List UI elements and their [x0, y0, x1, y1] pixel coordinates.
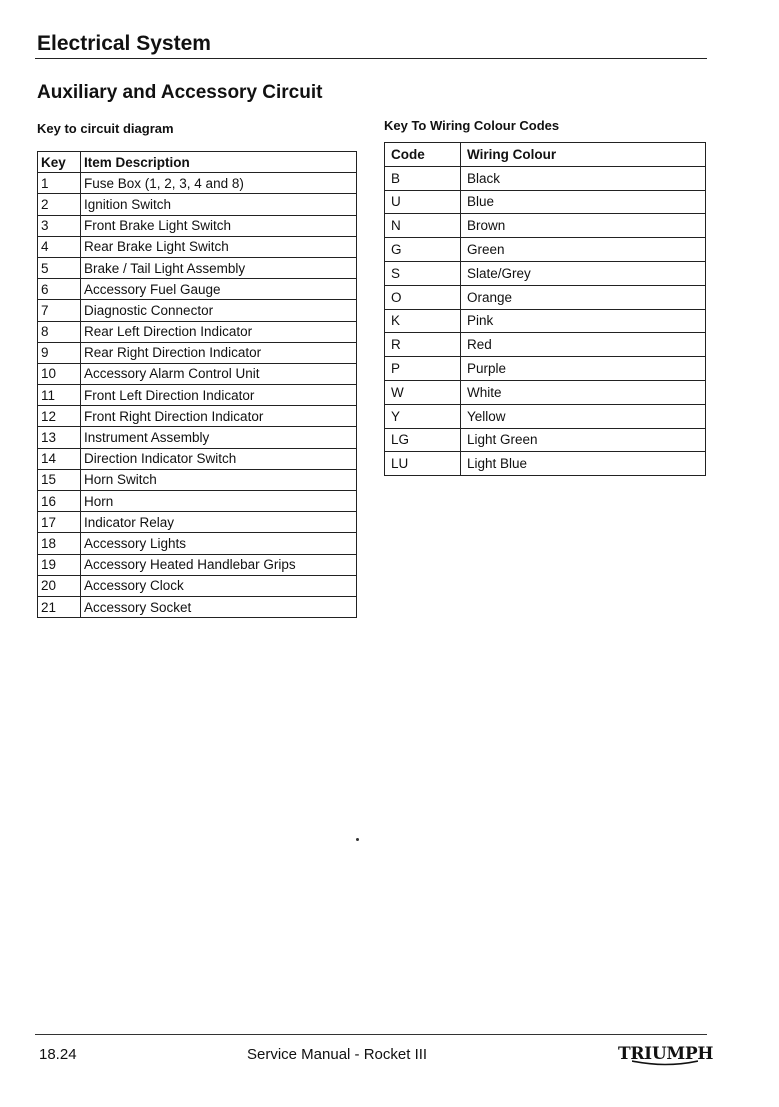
item-description-cell: Accessory Socket	[81, 596, 357, 617]
colour-table-heading: Key To Wiring Colour Codes	[384, 118, 560, 133]
key-cell: 14	[38, 448, 81, 469]
column-header-code: Code	[385, 143, 461, 167]
code-cell: N	[385, 214, 461, 238]
table-header-row	[385, 143, 706, 167]
item-description-cell: Direction Indicator Switch	[81, 448, 357, 469]
item-description-cell: Diagnostic Connector	[81, 300, 357, 321]
table-row	[38, 321, 357, 342]
table-row	[38, 448, 357, 469]
table-row	[385, 166, 706, 190]
code-cell: B	[385, 166, 461, 190]
table-row	[38, 173, 357, 194]
key-cell: 7	[38, 300, 81, 321]
key-cell: 16	[38, 491, 81, 512]
code-cell: R	[385, 333, 461, 357]
wiring-colour-cell: Blue	[461, 190, 706, 214]
item-description-cell: Rear Left Direction Indicator	[81, 321, 357, 342]
header-rule	[35, 58, 707, 59]
key-cell: 9	[38, 342, 81, 363]
item-description-cell: Front Left Direction Indicator	[81, 385, 357, 406]
scan-speck	[356, 838, 359, 841]
code-cell: S	[385, 261, 461, 285]
code-cell: K	[385, 309, 461, 333]
table-row	[385, 428, 706, 452]
item-description-cell: Horn Switch	[81, 469, 357, 490]
wiring-colour-cell: Pink	[461, 309, 706, 333]
table-row	[38, 279, 357, 300]
wiring-colour-cell: Orange	[461, 285, 706, 309]
key-cell: 19	[38, 554, 81, 575]
table-row	[38, 406, 357, 427]
key-cell: 3	[38, 215, 81, 236]
key-cell: 2	[38, 194, 81, 215]
table-header-row	[38, 152, 357, 173]
table-row	[385, 190, 706, 214]
column-header-key: Key	[38, 152, 81, 173]
item-description-cell: Front Right Direction Indicator	[81, 406, 357, 427]
table-row	[38, 491, 357, 512]
table-row	[385, 452, 706, 476]
triumph-logo	[618, 1044, 713, 1064]
code-cell: LU	[385, 452, 461, 476]
item-description-cell: Accessory Lights	[81, 533, 357, 554]
item-description-cell: Accessory Fuel Gauge	[81, 279, 357, 300]
key-cell: 20	[38, 575, 81, 596]
table-row	[38, 554, 357, 575]
wiring-colour-cell: Purple	[461, 357, 706, 381]
item-description-cell: Rear Brake Light Switch	[81, 236, 357, 257]
key-cell: 21	[38, 596, 81, 617]
key-cell: 10	[38, 363, 81, 384]
key-cell: 5	[38, 257, 81, 278]
table-row	[385, 285, 706, 309]
item-description-cell: Instrument Assembly	[81, 427, 357, 448]
code-cell: P	[385, 357, 461, 381]
wiring-colour-cell: Brown	[461, 214, 706, 238]
item-description-cell: Front Brake Light Switch	[81, 215, 357, 236]
code-cell: G	[385, 238, 461, 262]
key-cell: 11	[38, 385, 81, 406]
item-description-cell: Indicator Relay	[81, 512, 357, 533]
section-title: Electrical System	[37, 32, 211, 55]
item-description-cell: Rear Right Direction Indicator	[81, 342, 357, 363]
wiring-colour-cell: White	[461, 380, 706, 404]
table-row	[38, 469, 357, 490]
table-row	[38, 342, 357, 363]
table-row	[385, 238, 706, 262]
wiring-colour-cell: Slate/Grey	[461, 261, 706, 285]
table-row	[38, 385, 357, 406]
key-cell: 12	[38, 406, 81, 427]
wiring-colour-cell: Light Green	[461, 428, 706, 452]
item-description-cell: Horn	[81, 491, 357, 512]
item-description-cell: Ignition Switch	[81, 194, 357, 215]
table-row	[38, 257, 357, 278]
code-cell: O	[385, 285, 461, 309]
wiring-colour-cell: Green	[461, 238, 706, 262]
key-cell: 8	[38, 321, 81, 342]
item-description-cell: Accessory Clock	[81, 575, 357, 596]
wiring-colour-cell: Light Blue	[461, 452, 706, 476]
table-row	[385, 380, 706, 404]
column-header-wiring-colour: Wiring Colour	[461, 143, 706, 167]
table-row	[385, 333, 706, 357]
key-table-heading: Key to circuit diagram	[37, 121, 174, 136]
table-row	[38, 300, 357, 321]
wiring-colour-cell: Black	[461, 166, 706, 190]
table-row	[38, 533, 357, 554]
brand-wordmark: TRIUMPH	[618, 1044, 714, 1064]
key-cell: 1	[38, 173, 81, 194]
table-row	[385, 214, 706, 238]
footer-rule	[35, 1034, 707, 1035]
table-row	[38, 596, 357, 617]
table-row	[38, 575, 357, 596]
page-number: 18.24	[39, 1046, 77, 1063]
circuit-key-table	[37, 151, 357, 618]
column-header-item-description: Item Description	[81, 152, 357, 173]
code-cell: LG	[385, 428, 461, 452]
wiring-colour-cell: Yellow	[461, 404, 706, 428]
key-cell: 6	[38, 279, 81, 300]
code-cell: U	[385, 190, 461, 214]
table-row	[385, 404, 706, 428]
page-heading: Auxiliary and Accessory Circuit	[37, 82, 323, 103]
table-row	[38, 236, 357, 257]
table-row	[385, 309, 706, 333]
table-row	[38, 512, 357, 533]
key-cell: 13	[38, 427, 81, 448]
item-description-cell: Fuse Box (1, 2, 3, 4 and 8)	[81, 173, 357, 194]
wiring-colour-table	[384, 142, 706, 476]
table-row	[38, 427, 357, 448]
logo-swoosh-icon	[632, 1060, 698, 1066]
table-row	[385, 261, 706, 285]
wiring-colour-cell: Red	[461, 333, 706, 357]
key-cell: 18	[38, 533, 81, 554]
code-cell: W	[385, 380, 461, 404]
table-row	[38, 215, 357, 236]
item-description-cell: Accessory Heated Handlebar Grips	[81, 554, 357, 575]
manual-title: Service Manual - Rocket III	[247, 1046, 428, 1063]
table-row	[385, 357, 706, 381]
code-cell: Y	[385, 404, 461, 428]
key-cell: 17	[38, 512, 81, 533]
table-row	[38, 363, 357, 384]
item-description-cell: Accessory Alarm Control Unit	[81, 363, 357, 384]
table-row	[38, 194, 357, 215]
item-description-cell: Brake / Tail Light Assembly	[81, 257, 357, 278]
key-cell: 15	[38, 469, 81, 490]
key-cell: 4	[38, 236, 81, 257]
